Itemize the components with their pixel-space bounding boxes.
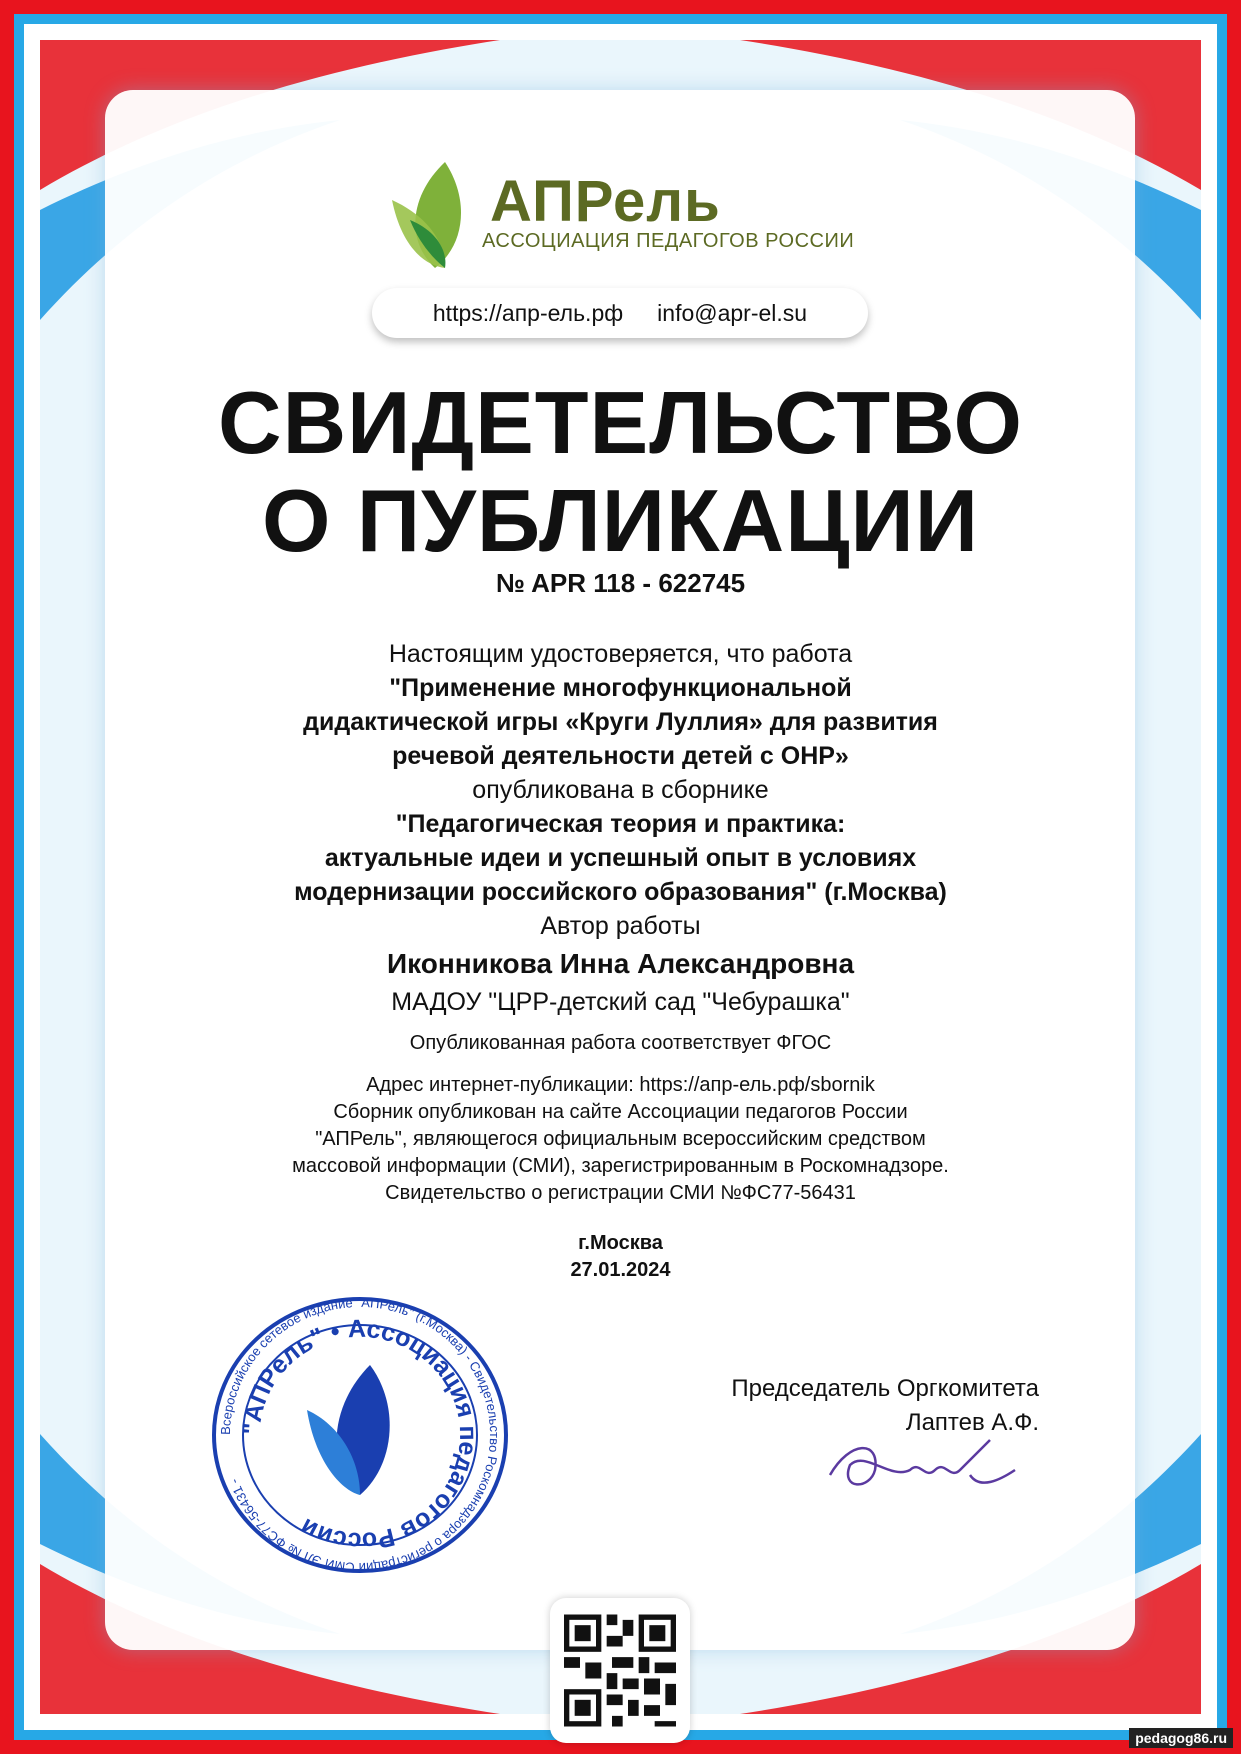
work-title: "Применение многофункциональной — [389, 674, 852, 702]
brand-name: АПРель — [490, 169, 721, 234]
contact-pill — [372, 288, 868, 338]
author-name: Иконникова Инна Александровна — [386, 948, 855, 979]
publication-info — [0, 1072, 1241, 1207]
signer-role: Председатель Оргкомитета — [731, 1375, 1039, 1402]
svg-text:"АПРель" • Ассоциация педагого: "АПРель" • Ассоциация педагогов России — [237, 1314, 483, 1556]
fgos-note: Опубликованная работа соответствует ФГОС — [409, 1032, 832, 1054]
city-date — [0, 1230, 1241, 1284]
work-title: речевой деятельности детей с ОНР» — [392, 742, 849, 770]
city: г.Москва — [578, 1232, 663, 1254]
brand-subtitle: АССОЦИАЦИЯ ПЕДАГОГОВ РОССИИ — [482, 230, 855, 252]
collection-title: модернизации российского образования" (г.Москва) — [294, 878, 947, 906]
info-line: Сборник опубликован на сайте Ассоциации педагогов России — [333, 1101, 908, 1123]
website-link[interactable]: https://апр-ель.рф — [432, 299, 624, 326]
intro: Настоящим удостоверяется, что работа — [388, 640, 853, 668]
email-link[interactable]: info@apr-el.su — [657, 299, 808, 326]
watermark: pedagog86.ru — [1129, 1728, 1233, 1748]
date: 27.01.2024 — [570, 1259, 671, 1281]
collection-title: "Педагогическая теория и практика: — [395, 810, 846, 838]
qr-code[interactable] — [550, 1598, 690, 1743]
stamp — [210, 1295, 510, 1575]
body-text — [0, 637, 1241, 1019]
published-in: опубликована в сборнике — [472, 776, 769, 804]
info-line: Адрес интернет-публикации: https://апр-ель.рф/sbornik — [366, 1074, 875, 1096]
info-line: Свидетельство о регистрации СМИ №ФС77-56431 — [385, 1182, 856, 1204]
title-line2: О ПУБЛИКАЦИИ — [262, 471, 979, 570]
handwritten-signature — [820, 1430, 1020, 1510]
collection-title: актуальные идеи и успешный опыт в условиях — [324, 844, 917, 872]
organization: МАДОУ "ЦРР-детский сад "Чебурашка" — [391, 988, 850, 1016]
qr-code-icon — [564, 1612, 676, 1729]
certificate-number: № APR 118 - 622745 — [495, 568, 746, 598]
title-line1: СВИДЕТЕЛЬСТВО — [218, 373, 1023, 472]
info-line: "АПРель", являющегося официальным всероссийским средством — [315, 1128, 926, 1150]
work-title: дидактической игры «Круги Луллия» для развития — [303, 708, 938, 736]
info-line: массовой информации (СМИ), зарегистрированным в Роскомнадзоре. — [292, 1155, 949, 1177]
author-label: Автор работы — [540, 912, 701, 940]
svg-text:Всероссийское сетевое издание: Всероссийское сетевое издание "АПРель" (г.Москва) - Свидетельство Роскомнадзора о регистрации СМИ ЭЛ № ФС77-56431 - — [217, 1295, 503, 1575]
signer-name: Лаптев А.Ф. — [905, 1409, 1039, 1436]
leaf-logo-icon — [390, 160, 470, 270]
